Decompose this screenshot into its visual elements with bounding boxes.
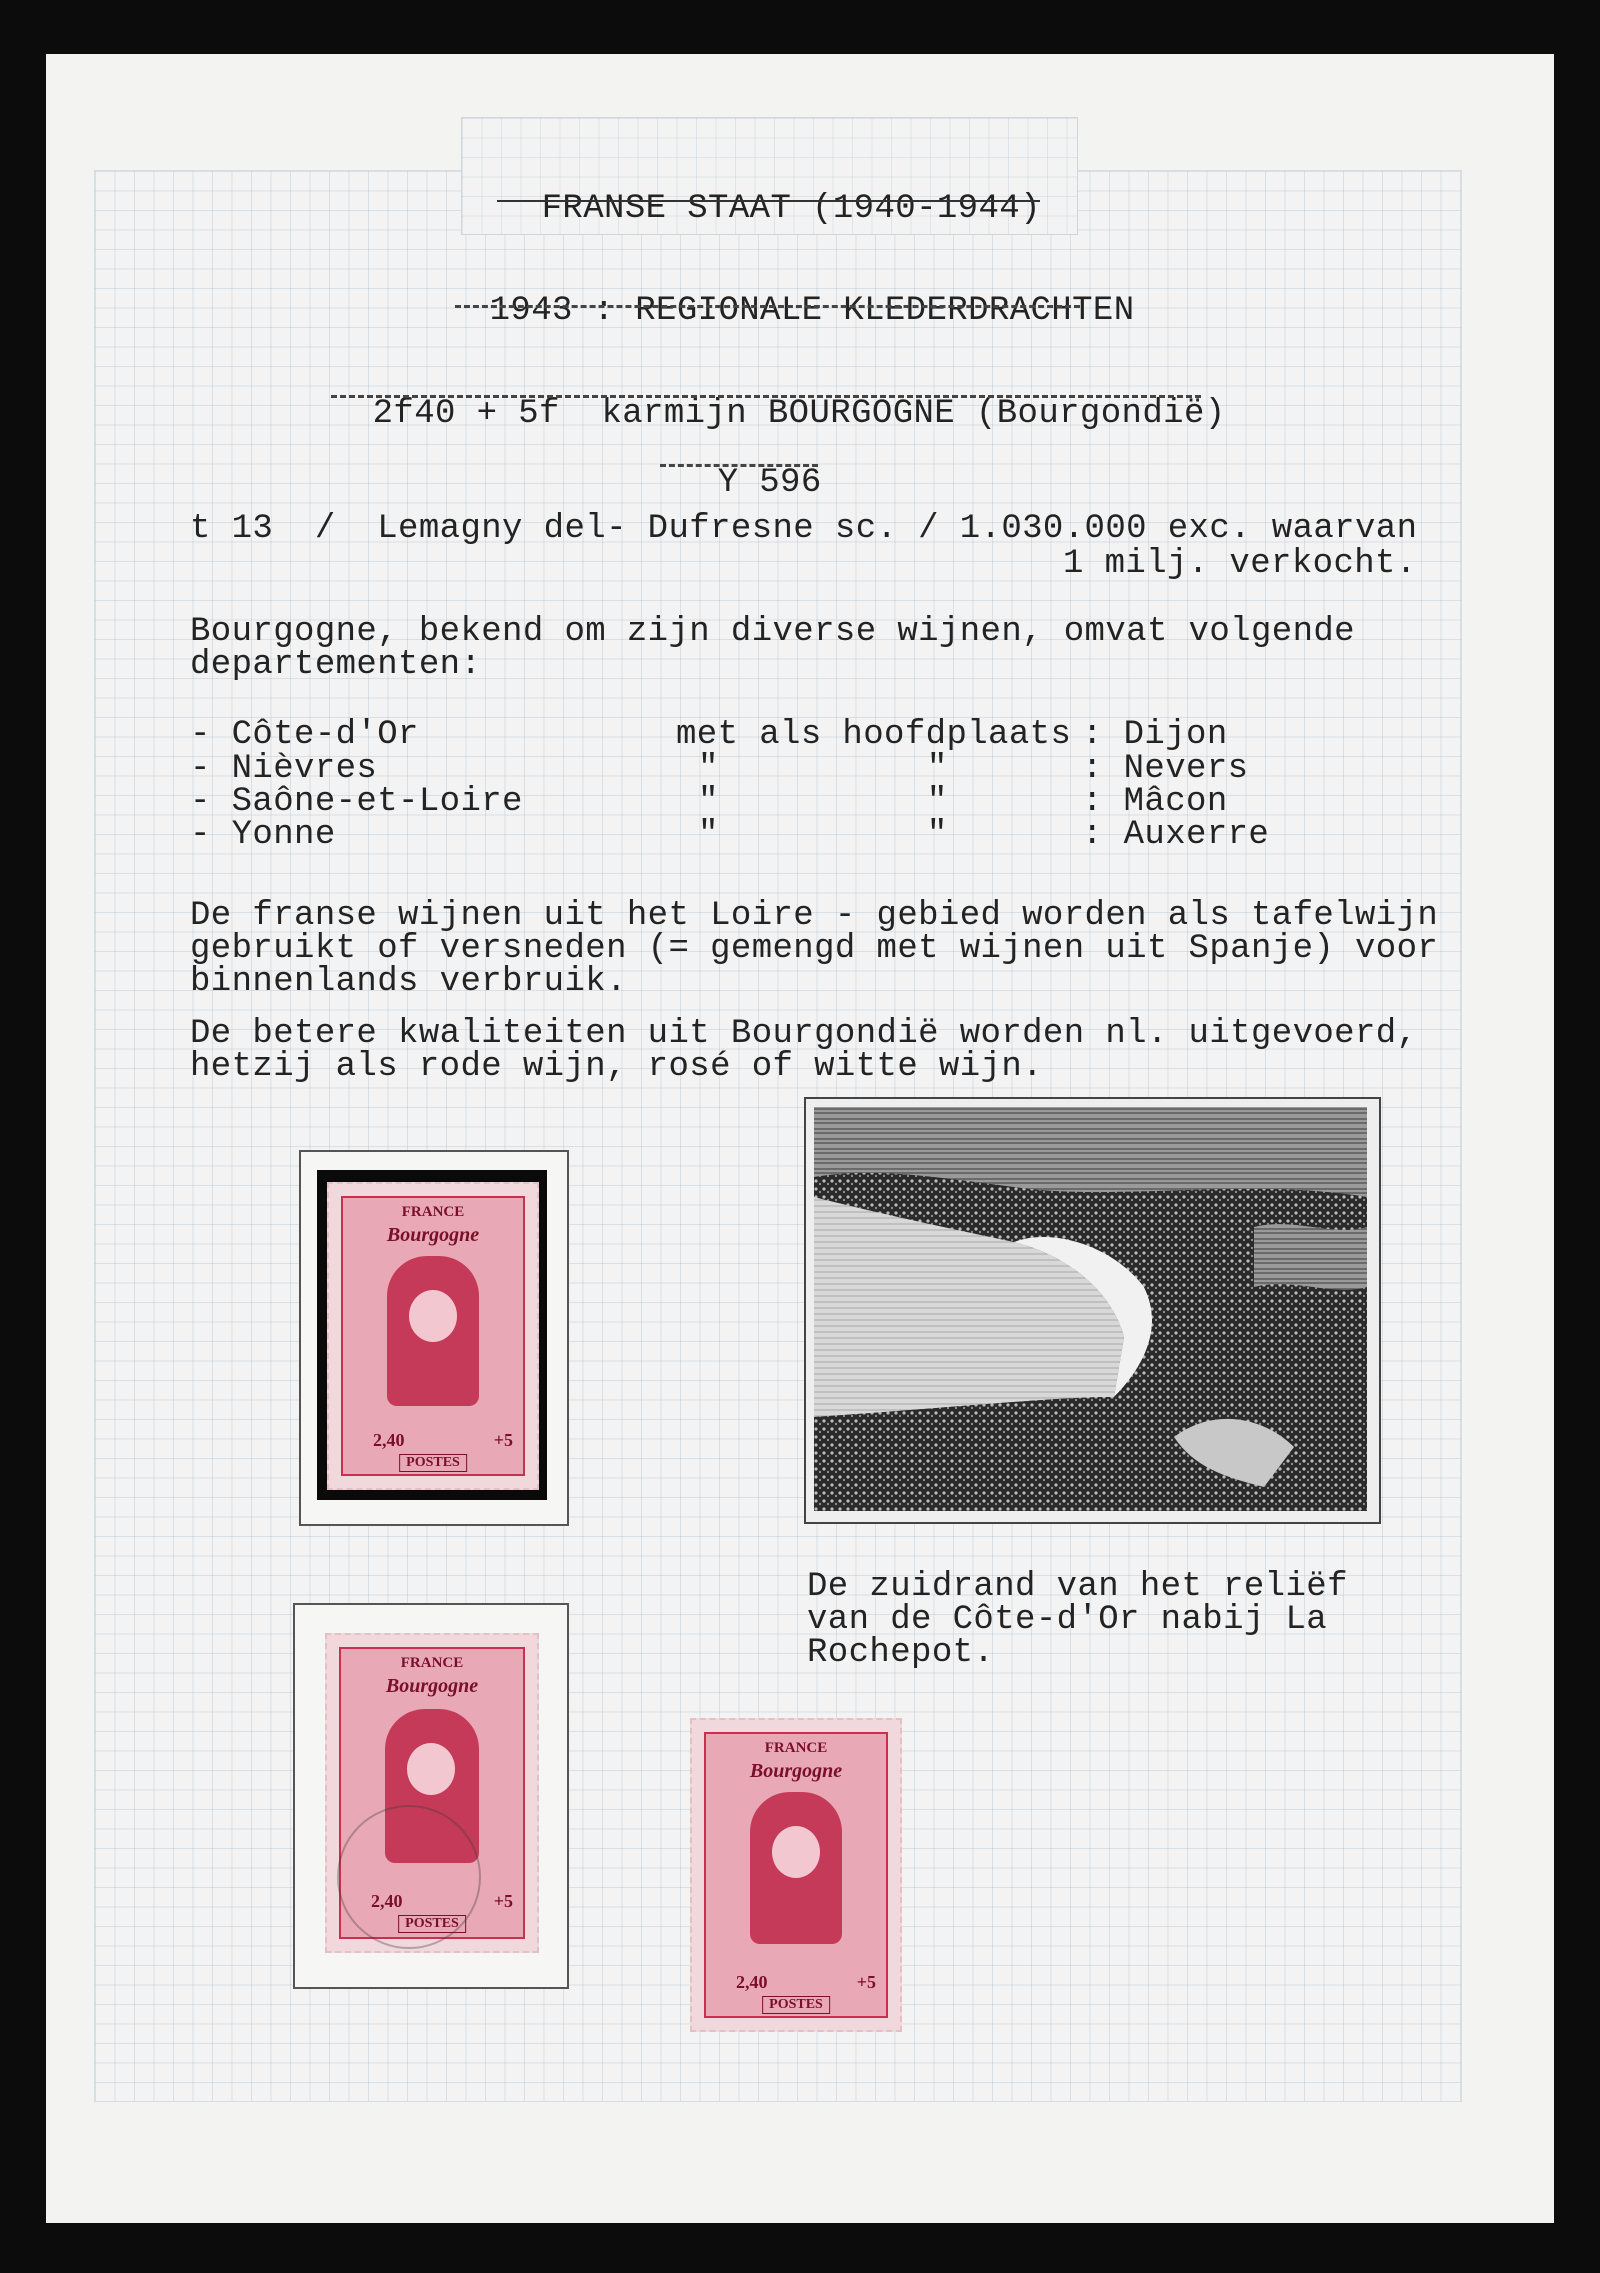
- department-capital: : Mâcon: [1082, 783, 1228, 821]
- department-relation: " ": [698, 750, 948, 788]
- landscape-photo-frame: [804, 1097, 1381, 1524]
- photo-caption: De zuidrand van het reliëf van de Côte-d'Or nabij La Rochepot.: [807, 1568, 1348, 1672]
- stamp-design: [341, 1196, 525, 1476]
- stamp-face: [409, 1290, 457, 1342]
- stamp-country: FRANCE: [764, 1740, 828, 1756]
- cliff-landscape-image: [814, 1107, 1367, 1511]
- stamp-value: [736, 1972, 768, 1993]
- title-underline: [497, 200, 1040, 202]
- department-relation: " ": [698, 783, 948, 821]
- department-relation: " ": [698, 816, 948, 854]
- intro-paragraph: Bourgogne, bekend om zijn diverse wijnen, omvat volgende departementen:: [190, 613, 1355, 684]
- stamp-surcharge: +5: [493, 1430, 513, 1450]
- stamp-country: FRANCE: [401, 1204, 465, 1220]
- stamp-face: [407, 1743, 455, 1795]
- department-name: - Côte-d'Or: [190, 716, 419, 754]
- stamp-value: [373, 1430, 405, 1451]
- paragraph-bourgondie: De betere kwaliteiten uit Bourgondië worden nl. uitgevoerd, hetzij als rode wijn, rosé of witte wijn.: [190, 1015, 1418, 1086]
- department-name: - Saône-et-Loire: [190, 783, 523, 821]
- stamp-postes: POSTES: [762, 1996, 830, 2014]
- department-capital: : Auxerre: [1082, 816, 1270, 854]
- page-title-text: FRANSE STAAT (1940-1944): [541, 190, 1041, 228]
- stamp-region: Bourgogne: [749, 1760, 843, 1782]
- stamp-value-text: 2,40: [736, 1972, 768, 1992]
- details-line-1: t 13 / Lemagny del- Dufresne sc. / 1.030.000 exc. waarvan: [190, 510, 1418, 548]
- subtitle: [448, 260, 1135, 330]
- stamp-mount-2: [293, 1603, 569, 1989]
- stamp-country: FRANCE: [400, 1655, 464, 1671]
- stamp-value-text: 2,40: [371, 1891, 403, 1911]
- stamp-value-text: 2,40: [373, 1430, 405, 1450]
- stamp-design: [704, 1732, 888, 2018]
- subtitle-dashes: [455, 305, 1080, 308]
- stamp-title-text: 2f40 + 5f karmijn BOURGOGNE (Bourgondië): [372, 395, 1226, 433]
- department-capital: : Nevers: [1082, 750, 1249, 788]
- stamp-face: [772, 1826, 820, 1878]
- page-title: [500, 158, 1040, 226]
- details-line-2: 1 milj. verkocht.: [1063, 545, 1417, 583]
- stamp-bourgogne-loose: [690, 1718, 902, 2032]
- department-name: - Nièvres: [190, 750, 378, 788]
- department-name: - Yonne: [190, 816, 336, 854]
- stamp-title-dashes: [331, 395, 1201, 398]
- paragraph-loire: De franse wijnen uit het Loire - gebied worden als tafelwijn gebruikt of versneden (= gemengd met wijnen uit Spanje) voor binnenlands verbruik.: [190, 897, 1439, 1001]
- landscape-photo: [814, 1107, 1367, 1511]
- stamp-bourgogne-mint: [327, 1182, 539, 1490]
- stamp-surcharge: +5: [856, 1972, 876, 1992]
- stamp-surcharge: +5: [493, 1891, 513, 1911]
- stamp-bourgogne-used: [325, 1633, 539, 1953]
- stamp-postes: POSTES: [398, 1915, 466, 1933]
- catalog-text: Y 596: [717, 464, 822, 502]
- department-relation: met als hoofdplaats: [676, 716, 1072, 754]
- stamp-region: Bourgogne: [386, 1224, 480, 1246]
- subtitle-text: 1943 : REGIONALE KLEDERDRACHTEN: [489, 292, 1135, 330]
- stamp-postes: POSTES: [399, 1454, 467, 1472]
- stamp-mount-1: [299, 1150, 569, 1526]
- department-capital: : Dijon: [1082, 716, 1228, 754]
- catalog-dashes: [660, 464, 818, 467]
- postmark: [337, 1805, 481, 1949]
- stamp-region: Bourgogne: [385, 1675, 479, 1697]
